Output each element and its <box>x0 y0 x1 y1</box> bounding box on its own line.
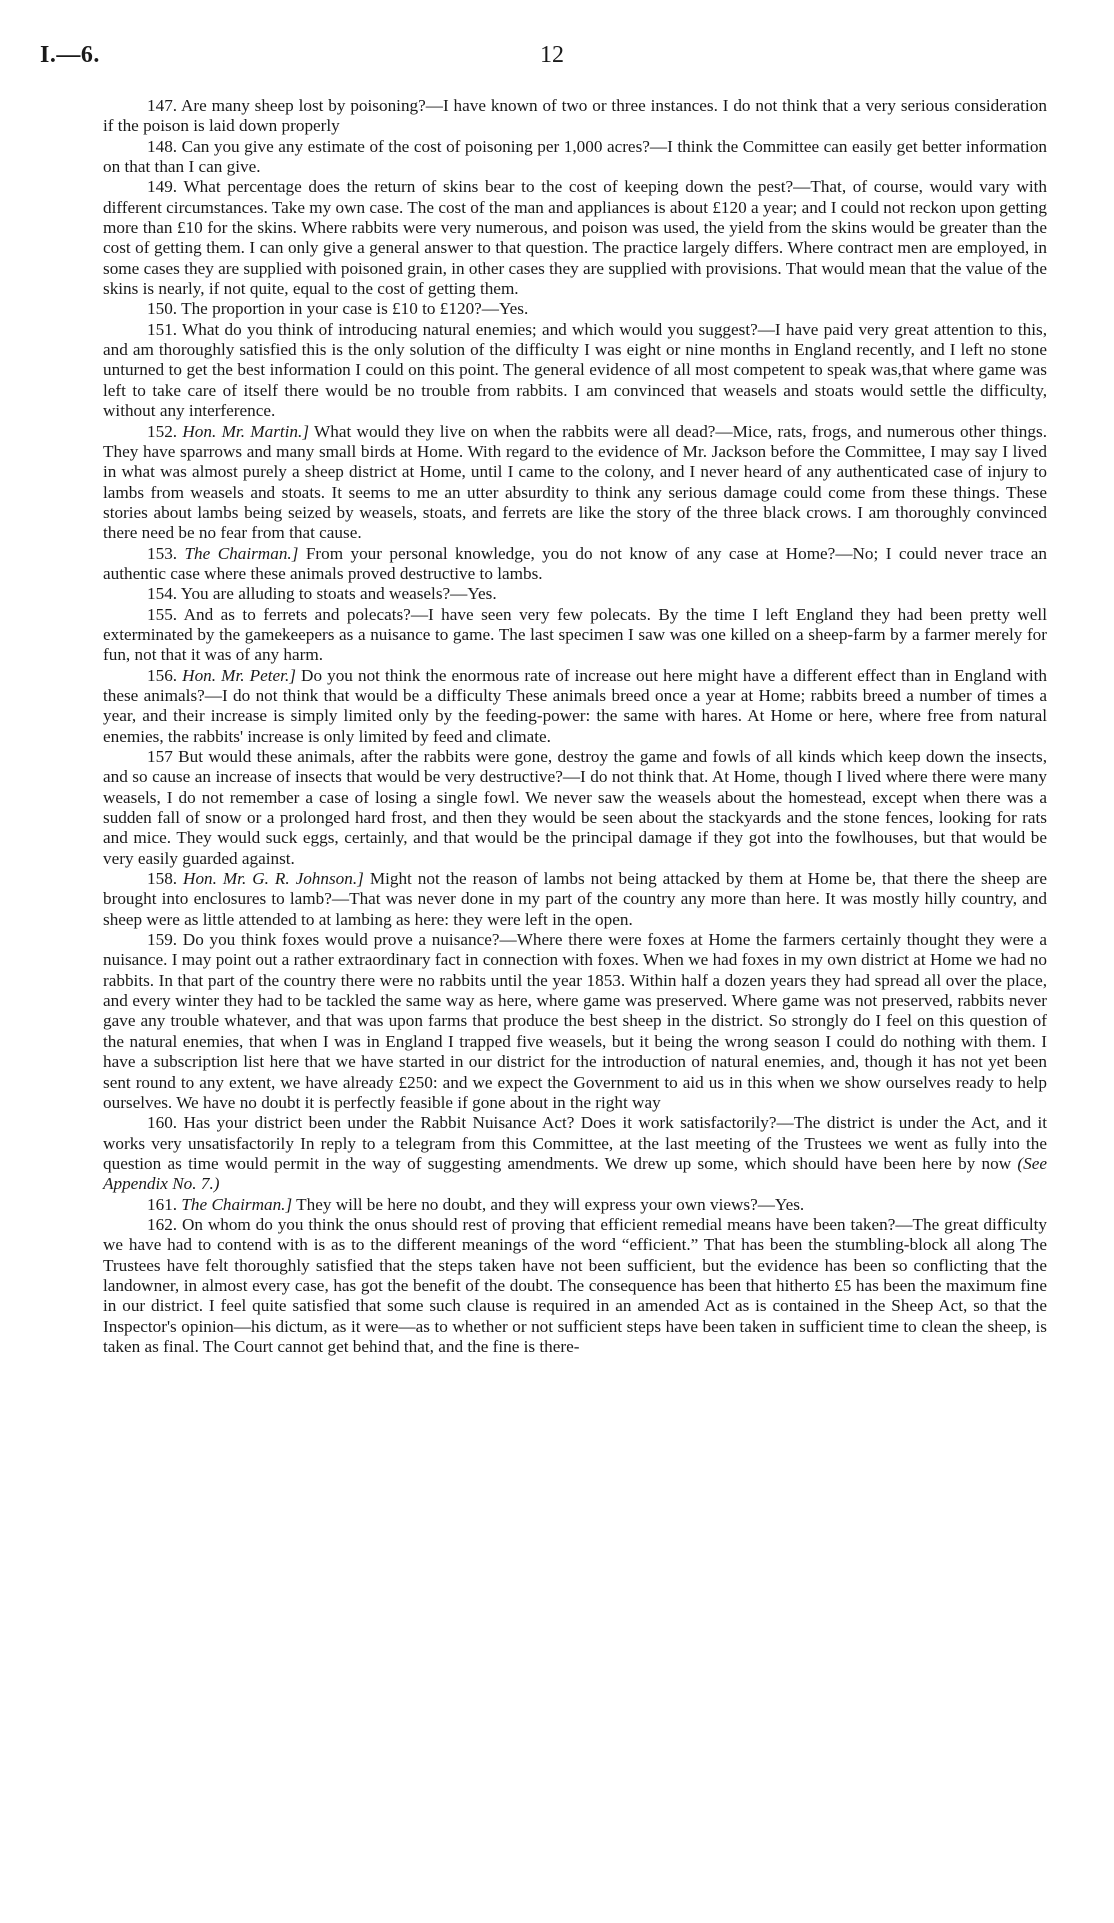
appendix-reference: (See Appendix No. 7.) <box>103 1153 1047 1194</box>
paragraph-text: What would they live on when the rabbits were all dead?—Mice, rats, frogs, and numerous other things. They have sparrows and many small birds at Home. With regard to the evidence of Mr. Jackson before the Committee, I may say I lived in what was almost purely a sheep district at Home, until I came to the colony, and I never heard of any authenticated case of injury to lambs from weasels and stoats. It seems to me an utter absurdity to think any serious damage could come from these things. These stories about lambs being seized by weasels, stoats, and ferrets are like the story of the three black crows. I am thoroughly convinced there need be no fear from that cause. <box>103 421 1047 543</box>
paragraph-text: The proportion in your case is £10 to £120?—Yes. <box>181 299 529 319</box>
speaker-name: Hon. Mr. Martin.] <box>182 421 310 441</box>
question-number: 148. <box>147 136 178 156</box>
paragraph-text: Has your district been under the Rabbit Nuisance Act? Does it work satisfactorily?—The district is under the Act, and it works very unsatisfactorily In reply to a telegram from this Committee, at the last meeting of the Trustees we went as fully into the question as time would permit in the way of suggesting amendments. We drew up some, which should have been here by now <box>103 1113 1047 1173</box>
question-number: 160. <box>147 1113 178 1133</box>
speaker-name: Hon. Mr. G. R. Johnson.] <box>183 869 364 889</box>
question-number: 158. <box>147 869 178 889</box>
evidence-text <box>103 96 1047 1357</box>
question-number: 159. <box>147 930 178 950</box>
paragraph-158 <box>103 869 1047 930</box>
paragraph-text: Might not the reason of lambs not being attacked by them at Home be, that there the sheep are brought into enclosures to lamb?—That was never done in my part of the country any more than here. It was mostly hilly country, and sheep were as little attended to at lambing as here: they were left in the open. <box>103 869 1048 929</box>
paragraph-154 <box>103 584 1047 604</box>
paragraph-151 <box>103 320 1047 422</box>
paragraph-text: Do you think foxes would prove a nuisance?—Where there were foxes at Home the farmers certainly thought they were a nuisance. I may point out a rather extraordinary fact in connection with foxes. When we had foxes in my own district at Home we had no rabbits. In that part of the country there were no rabbits until the year 1853. Within half a dozen years they had spread all over the place, and every winter they had to be tackled the same way as here, where game was preserved. Where game was not preserved, rabbits never gave any trouble whatever, and that was upon farms that produce the best sheep in the district. So strongly do I feel on this question of the natural enemies, that when I was in England I trapped five weasels, but it being the wrong season I could do nothing with them. I have a subscription list here that we have started in our district for the introduction of natural enemies, and, though it has not yet been sent round to any extent, we have already £250: and we expect the Government to aid us in this when we show ourselves ready to help ourselves. We have no doubt it is perfectly feasible if gone about in the right way <box>103 930 1047 1112</box>
paragraph-text: What percentage does the return of skins bear to the cost of keeping down the pest?—That, of course, would vary with different circumstances. Take my own case. The cost of the man and appliances is about £120 a year; and I could not reckon upon getting more than £10 for the skins. Where rabbits were very numerous, and poison was used, the yield from the skins would be greater than the cost of getting them. I can only give a general answer to that question. The practice largely differs. Where contract men are employed, in some cases they are supplied with poisoned grain, in other cases they are supplied with provisions. That would mean that the value of the skins is nearly, if not quite, equal to the cost of getting them. <box>103 177 1047 299</box>
paragraph-text: From your personal knowledge, you do not know of any case at Home?—No; I could never trace an authentic case where these animals proved destructive to lambs. <box>103 543 1048 583</box>
speaker-name: The Chairman.] <box>184 543 299 563</box>
paragraph-text: Do you not think the enormous rate of increase out here might have a different effect than in England with these animals?—I do not think that would be a difficulty These animals breed once a year at Home; rabbits breed a number of times a year, and their increase is simply limited only by the feeding-power: the same with hares. At Home or here, where free from natural enemies, the rabbits' increase is only limited by feed and climate. <box>103 665 1048 746</box>
question-number: 155. <box>147 604 178 624</box>
paragraph-147 <box>103 96 1047 137</box>
paragraph-152 <box>103 422 1047 544</box>
paragraph-160 <box>103 1113 1047 1194</box>
paragraph-text: Can you give any estimate of the cost of poisoning per 1,000 acres?—I think the Committee can easily get better information on that than I can give. <box>103 136 1048 177</box>
paragraph-153 <box>103 544 1047 585</box>
speaker-name: Hon. Mr. Peter.] <box>182 665 296 685</box>
question-number: 152. <box>147 421 178 441</box>
question-number: 151. <box>147 319 178 339</box>
paragraph-text: On whom do you think the onus should rest of proving that efficient remedial means have been taken?—The great difficulty we have had to contend with is as to the different meanings of the word “efficient.” That has been the stumbling-block all along The Trustees have felt thoroughly satisfied that the steps taken have not been sufficient, but the evidence has been so conflicting that the landowner, in almost every case, has got the benefit of the doubt. The consequence has been that hitherto £5 has been the maximum fine in our district. I feel quite satisfied that some such clause is required in an amended Act as is contained in the Sheep Act, so that the Inspector's opinion—his dictum, as it were—as to whether or not sufficient steps have been taken in sufficient time to clean the sheep, is taken as final. The Court cannot get behind that, and the fine is there- <box>103 1214 1048 1356</box>
paragraph-text: What do you think of introducing natural enemies; and which would you suggest?—I have paid very great attention to this, and am thoroughly satisfied this is the only solution of the difficulty I was eight or nine months in England recently, and I left no stone unturned to get the best information I could on this point. The general evidence of all most competent to speak was,that where game was left to take care of itself there would be no trouble from rabbits. I am convinced that weasels and stoats would settle the difficulty, without any interference. <box>103 319 1047 421</box>
paragraph-text: And as to ferrets and polecats?—I have seen very few polecats. By the time I left England they had been pretty well exterminated by the gamekeepers as a nuisance to game. The last specimen I saw was one killed on a sheep-farm by a farmer merely for fun, not that it was of any harm. <box>103 604 1047 665</box>
question-number: 156. <box>147 665 178 685</box>
paragraph-155 <box>103 605 1047 666</box>
question-number: 154. <box>147 584 178 604</box>
question-number: 147. <box>147 96 178 115</box>
paragraph-150 <box>103 299 1047 319</box>
speaker-name: The Chairman.] <box>181 1194 293 1214</box>
paragraph-149 <box>103 177 1047 299</box>
paragraph-text: They will be here no doubt, and they will express your own views?—Yes. <box>296 1194 805 1214</box>
document-reference: I.—6. <box>40 42 100 68</box>
paragraph-148 <box>103 137 1047 178</box>
paragraph-text: But would these animals, after the rabbits were gone, destroy the game and fowls of all kinds which keep down the insects, and so cause an increase of insects that would be very destructive?—I do not think that. At Home, though I lived where there were many weasels, I do not remember a case of losing a single fowl. We never saw the weasels about the homestead, except when there was a sudden fall of snow or a prolonged hard frost, and then they would be seen about the stackyards and the stone fences, looking for rats and mice. They would suck eggs, certainly, and that would be the principal damage if they got into the fowlhouses, but that would be very easily guarded against. <box>103 747 1048 868</box>
paragraph-159 <box>103 930 1047 1113</box>
question-number: 149. <box>147 177 178 197</box>
question-number: 157 <box>147 747 173 766</box>
question-number: 153. <box>147 543 178 563</box>
question-number: 161. <box>147 1194 178 1214</box>
paragraph-162 <box>103 1215 1047 1357</box>
paragraph-157 <box>103 747 1047 869</box>
question-number: 150. <box>147 299 178 319</box>
paragraph-text: Are many sheep lost by poisoning?—I have known of two or three instances. I do not think that a very serious consideration if the poison is laid down properly <box>103 96 1047 136</box>
page-header <box>40 42 1080 72</box>
paragraph-text: You are alluding to stoats and weasels?—Yes. <box>180 584 497 604</box>
paragraph-161 <box>103 1195 1047 1215</box>
question-number: 162. <box>147 1214 178 1234</box>
paragraph-156 <box>103 666 1047 747</box>
page-number: 12 <box>540 42 564 68</box>
